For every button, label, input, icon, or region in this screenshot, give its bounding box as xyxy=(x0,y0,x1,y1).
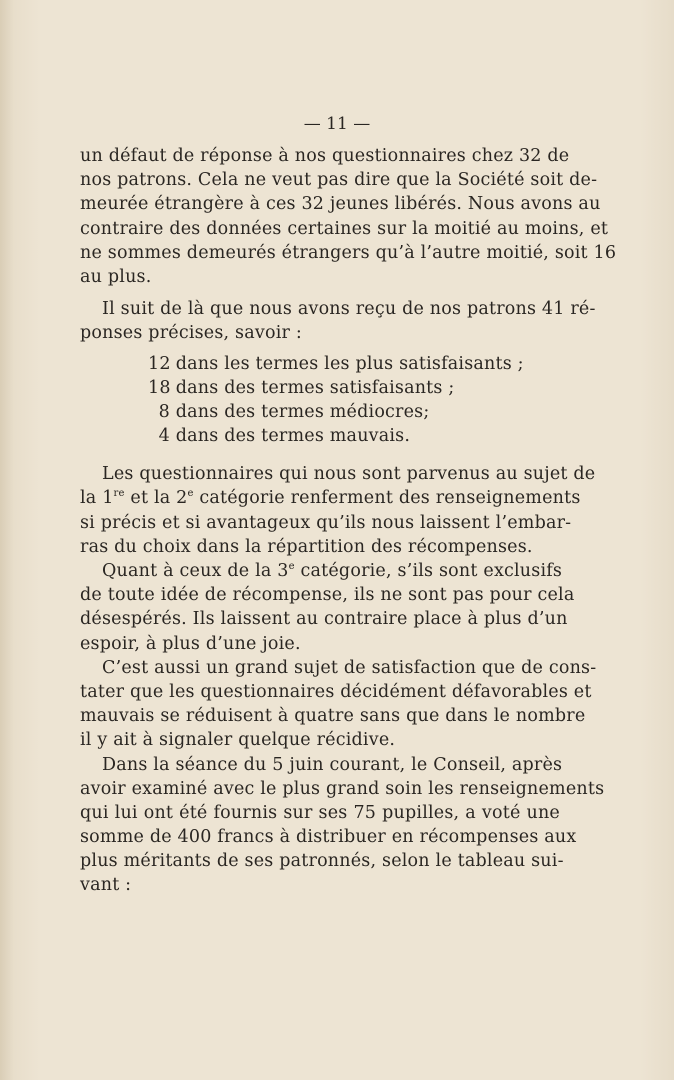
text-line: contraire des données certaines sur la moitié au moins, et xyxy=(80,218,609,239)
text-fragment: catégorie renferment des renseignements xyxy=(193,488,581,509)
list-item xyxy=(80,376,560,400)
list-item-text: dans des termes médiocres; xyxy=(175,401,430,422)
list-item-count: 12 xyxy=(148,353,171,374)
text-line: espoir, à plus d’une joie. xyxy=(80,633,301,654)
text-line: C’est aussi un grand sujet de satisfaction que de cons- xyxy=(102,657,597,678)
text-fragment: et la 2 xyxy=(124,488,188,509)
text-line: ponses précises, savoir : xyxy=(80,323,302,344)
list-item xyxy=(80,424,560,448)
text-line: Les questionnaires qui nous sont parvenus au sujet de xyxy=(102,464,596,485)
text-line: ne sommes demeurés étrangers qu’à l’autre moitié, soit 16 xyxy=(80,242,617,263)
text-line: de toute idée de récompense, ils ne sont pas pour cela xyxy=(80,585,575,606)
paragraph-1 xyxy=(80,144,617,289)
text-line: vant : xyxy=(80,875,132,896)
response-list xyxy=(80,352,560,449)
paragraph-2 xyxy=(80,297,596,345)
text-line: désespérés. Ils laissent au contraire place à plus d’un xyxy=(80,609,568,630)
text-fragment: catégorie, s’ils sont exclusifs xyxy=(294,561,563,581)
paragraph-3 xyxy=(80,462,596,559)
superscript: re xyxy=(113,488,125,500)
text-line: somme de 400 francs à distribuer en récompenses aux xyxy=(80,827,577,848)
text-line xyxy=(80,559,563,583)
text-line: Dans la séance du 5 juin courant, le Conseil, après xyxy=(102,754,563,775)
text-fragment: Quant à ceux de la 3 xyxy=(102,561,289,581)
list-item-count: 8 xyxy=(158,401,170,422)
text-line: ras du choix dans la répartition des récompenses. xyxy=(80,536,533,557)
body-text xyxy=(80,144,617,898)
text-line: mauvais se réduisent à quatre sans que dans le nombre xyxy=(80,706,586,727)
text-line: nos patrons. Cela ne veut pas dire que la Société soit de- xyxy=(80,170,598,191)
paragraph-6 xyxy=(80,753,605,898)
list-item-text: dans les termes les plus satisfaisants ; xyxy=(175,353,524,374)
list-item-count: 18 xyxy=(148,377,171,398)
list-item-text: dans des termes mauvais. xyxy=(175,426,411,447)
text-line: avoir examiné avec le plus grand soin les renseignements xyxy=(80,778,605,799)
text-line: qui lui ont été fournis sur ses 75 pupilles, a voté une xyxy=(80,802,560,823)
superscript: e xyxy=(187,488,194,500)
list-item xyxy=(80,400,560,424)
page-number: — 11 — xyxy=(303,114,371,134)
paragraph-4 xyxy=(80,559,575,656)
list-item-text: dans des termes satisfaisants ; xyxy=(175,377,455,398)
text-fragment: la 1 xyxy=(80,488,114,509)
superscript: e xyxy=(288,561,295,573)
text-line: au plus. xyxy=(80,266,152,287)
text-line: si précis et si avantageux qu’ils nous laissent l’embar- xyxy=(80,512,572,533)
text-line: il y ait à signaler quelque récidive. xyxy=(80,730,396,751)
text-line xyxy=(80,486,581,510)
text-line: meurée étrangère à ces 32 jeunes libérés. Nous avons au xyxy=(80,194,601,215)
text-line: Il suit de là que nous avons reçu de nos patrons 41 ré- xyxy=(102,299,596,320)
paragraph-5 xyxy=(80,656,597,753)
text-line: tater que les questionnaires décidément défavorables et xyxy=(80,681,592,702)
list-item-count: 4 xyxy=(158,426,170,447)
list-item xyxy=(80,352,560,376)
text-line: un défaut de réponse à nos questionnaires chez 32 de xyxy=(80,146,570,166)
text-line: plus méritants de ses patronnés, selon le tableau sui- xyxy=(80,851,564,872)
